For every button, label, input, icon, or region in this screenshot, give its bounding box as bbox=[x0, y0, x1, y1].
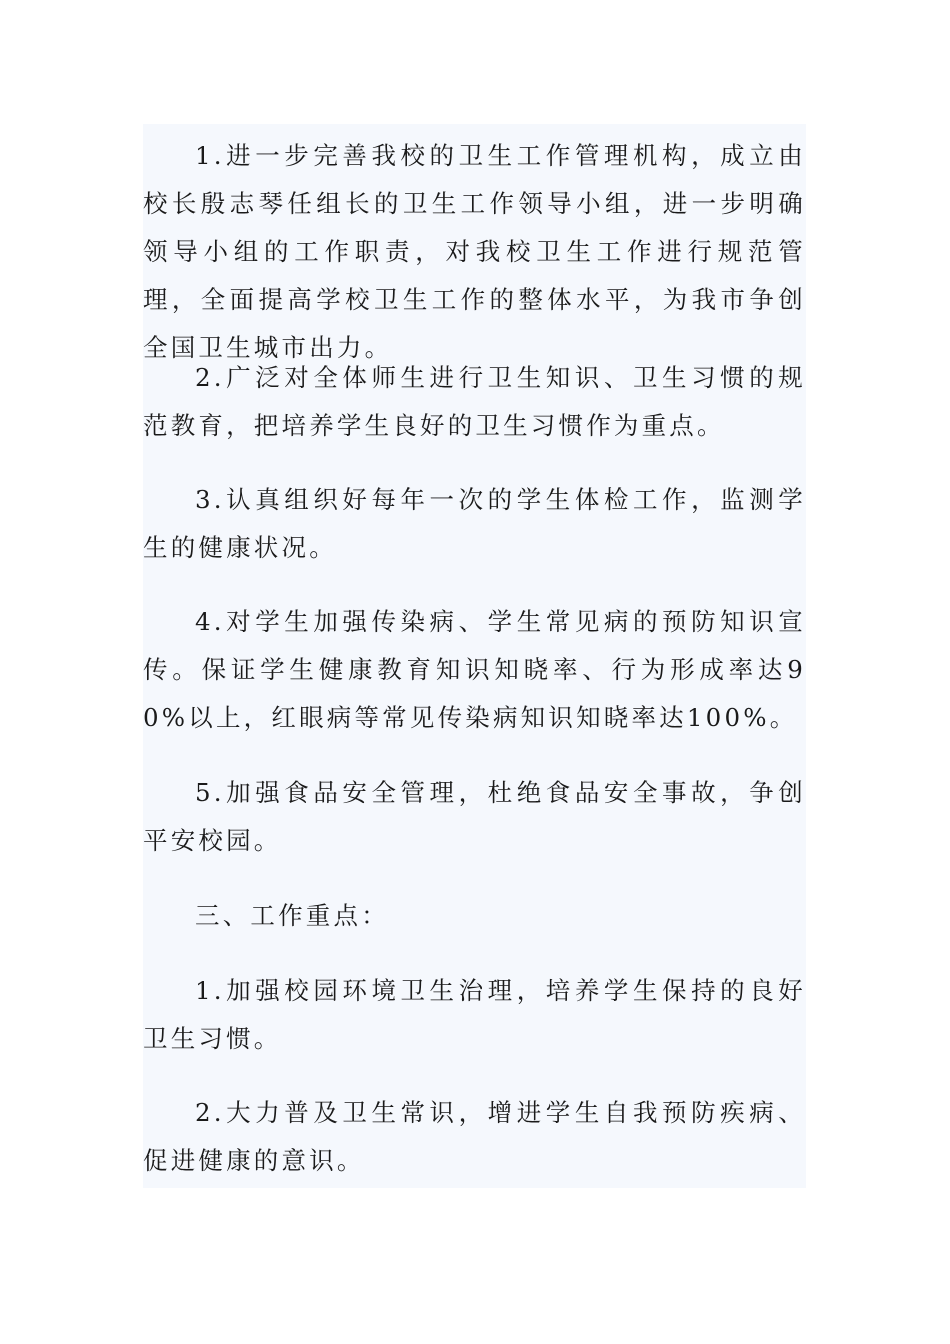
paragraph-focus-1: 1.加强校园环境卫生治理，培养学生保持的良好卫生习惯。 bbox=[143, 976, 806, 1053]
paragraph-goal-1: 1.进一步完善我校的卫生工作管理机构，成立由校长殷志琴任组长的卫生工作领导小组，进一步明确领导小组的工作职责，对我校卫生工作进行规范管理，全面提高学校卫生工作的整体水平，为我市争创全国卫生城市出力。 bbox=[143, 141, 806, 362]
paragraph-goal-2: 2.广泛对全体师生进行卫生知识、卫生习惯的规范教育，把培养学生良好的卫生习惯作为重点。 bbox=[143, 363, 806, 440]
section-heading-work-focus: 三、工作重点： bbox=[195, 901, 389, 930]
paragraph-goal-4: 4.对学生加强传染病、学生常见病的预防知识宣传。保证学生健康教育知识知晓率、行为形成率达90%以上，红眼病等常见传染病知识知晓率达100%。 bbox=[143, 607, 806, 732]
paragraph-goal-3: 3.认真组织好每年一次的学生体检工作，监测学生的健康状况。 bbox=[143, 485, 806, 562]
paragraph-focus-2: 2.大力普及卫生常识，增进学生自我预防疾病、促进健康的意识。 bbox=[143, 1098, 806, 1175]
paragraph-goal-5: 5.加强食品安全管理，杜绝食品安全事故，争创平安校园。 bbox=[143, 778, 806, 855]
document-body bbox=[143, 124, 806, 1188]
